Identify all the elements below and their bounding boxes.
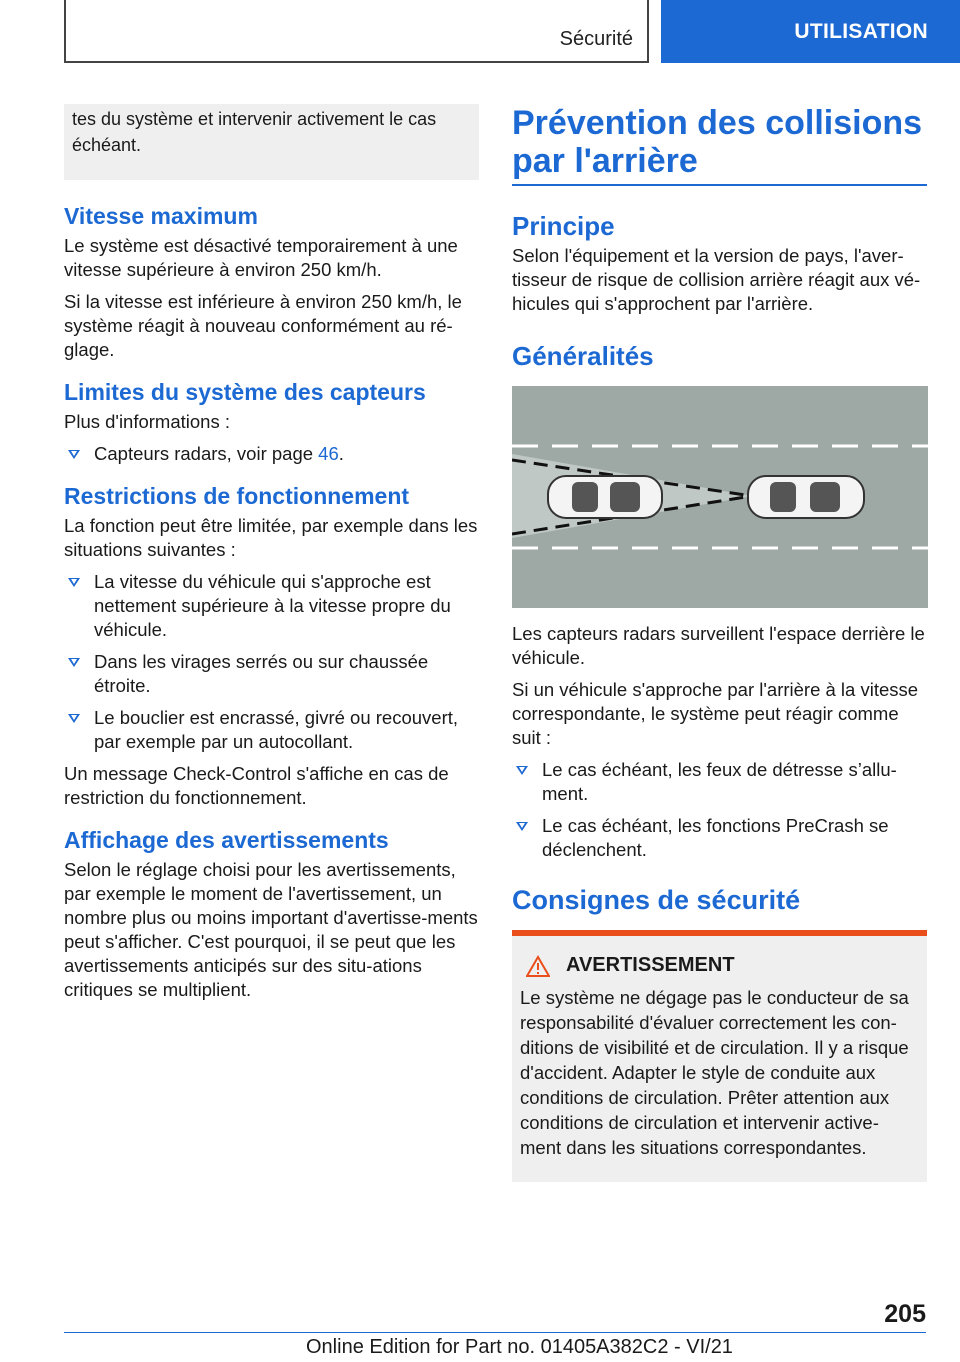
paragraph: Un message Check-Control s'affiche en cas de restriction du fonctionnement. (64, 763, 449, 808)
list-item (512, 758, 927, 806)
heading-principe: Principe (512, 211, 615, 241)
paragraph: Le système est désactivé temporairement à une vitesse supérieure à environ 250 km/h. (64, 235, 458, 280)
list-item-text: La vitesse du véhicule qui s'approche est nettement supérieure à la vitesse propre du véhicule. (94, 571, 451, 640)
list-item (64, 650, 479, 698)
list-item (64, 706, 479, 754)
chapter-heading: Prévention des collisions par l'arrière (512, 104, 927, 186)
heading-vitesse: Vitesse maximum (64, 203, 258, 229)
list-item (512, 814, 927, 862)
paragraph: Plus d'informations : (64, 411, 230, 432)
heading-restrictions: Restrictions de fonctionnement (64, 483, 410, 509)
triangle-bullet-icon (516, 822, 528, 831)
heading-generalites: Généralités (512, 341, 654, 371)
section-restrictions (64, 482, 479, 810)
heading-consignes: Consignes de sécurité (512, 885, 801, 915)
section-title: Sécurité (559, 28, 633, 50)
continued-note-box (64, 104, 479, 180)
chapter-tab (661, 0, 960, 63)
paragraph: Si un véhicule s'approche par l'arrière à la vitesse correspondante, le système peut réagir comme suit : (512, 679, 919, 748)
paragraph: Selon l'équipement et la version de pays, l'aver-tisseur de risque de collision arrière réagit aux vé-hicules qui s'approchent par l'arrière. (512, 245, 921, 314)
page-link[interactable]: 46 (318, 443, 339, 464)
list-item-text: Le cas échéant, les fonctions PreCrash se déclenchent. (542, 815, 889, 860)
warning-box (512, 930, 927, 1182)
right-column (512, 104, 927, 1182)
list-item (64, 442, 479, 466)
list-item-end: . (338, 443, 344, 464)
warning-triangle-icon (526, 955, 550, 977)
warning-label: AVERTISSEMENT (566, 954, 735, 976)
list-item-text: Le cas échéant, les feux de détresse s’allu-ment. (542, 759, 897, 804)
footer-edition: Online Edition for Part no. 01405A382C2 - VI/21 (306, 1336, 733, 1358)
triangle-bullet-icon (516, 766, 528, 775)
triangle-bullet-icon (68, 714, 80, 723)
road-diagram-icon (512, 386, 928, 608)
heading-affichage: Affichage des avertissements (64, 827, 389, 853)
section-affichage (64, 826, 479, 1002)
triangle-bullet-icon (68, 578, 80, 587)
left-column (64, 104, 479, 1018)
paragraph: Si la vitesse est inférieure à environ 250 km/h, le système réagit à nouveau conformément au ré-glage. (64, 291, 462, 360)
bullet-list (512, 758, 927, 862)
footer-divider (64, 1332, 926, 1333)
triangle-bullet-icon (68, 658, 80, 667)
header-frame (64, 0, 649, 63)
bullet-list (64, 442, 479, 466)
paragraph: Selon le réglage choisi pour les avertissements, par exemple le moment de l'avertissement, un nombre plus ou moins important d'avertisse-ments peut s'afficher. C'est pourquoi, il se peut que les avertissements anticipés sur des situ-ations critiques se multiplient. (64, 859, 478, 1000)
paragraph: La fonction peut être limitée, par exemple dans les situations suivantes : (64, 515, 478, 560)
section-vitesse (64, 202, 479, 362)
warning-text: Le système ne dégage pas le conducteur de sa responsabilité d'évaluer correctement les con-ditions de visibilité et de circulation. Il y a risque d'accident. Adapter le style de conduite aux conditions de circulation. Prêter attention aux conditions de circulation et intervenir active-ment dans les situations correspondantes. (520, 987, 909, 1158)
rear-collision-illustration (512, 386, 928, 608)
triangle-bullet-icon (68, 450, 80, 459)
list-item-text: Dans les virages serrés ou sur chaussée étroite. (94, 651, 429, 696)
chapter-tab-label: UTILISATION (794, 19, 928, 43)
page-number: 205 (884, 1300, 926, 1328)
list-item-text: Le bouclier est encrassé, givré ou recouvert, par exemple par un autocollant. (94, 707, 459, 752)
continued-note-text: tes du système et intervenir activement le cas échéant. (72, 109, 437, 155)
heading-limites: Limites du système des capteurs (64, 379, 426, 405)
section-limites (64, 378, 479, 466)
warning-header (526, 954, 919, 977)
paragraph: Les capteurs radars surveillent l'espace derrière le véhicule. (512, 623, 925, 668)
list-item (64, 570, 479, 642)
bullet-list (64, 570, 479, 754)
list-item-text: Capteurs radars, voir page (94, 443, 319, 464)
